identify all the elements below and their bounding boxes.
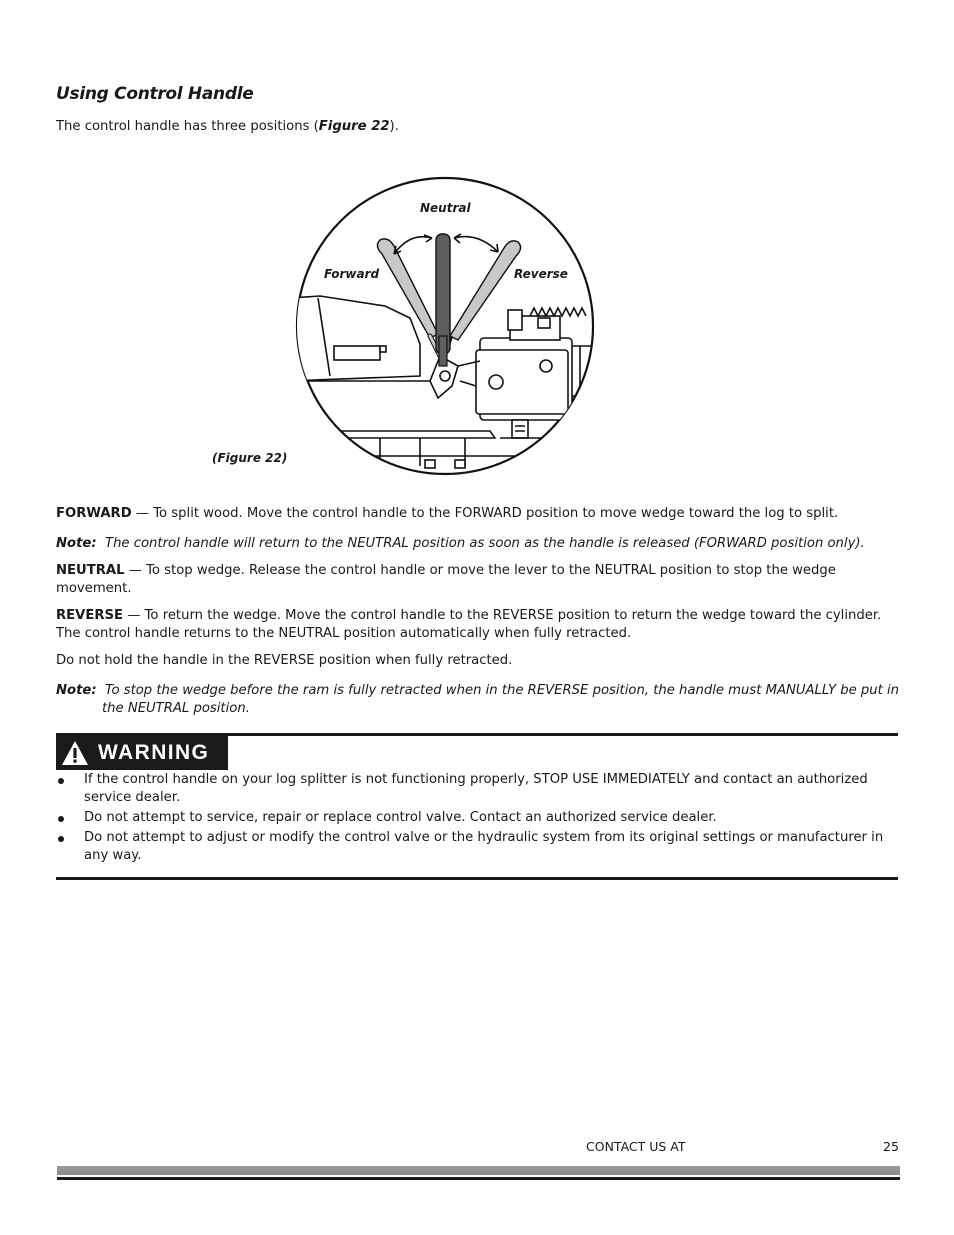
note-forward xyxy=(56,535,896,553)
neutral-paragraph xyxy=(56,562,896,598)
reverse-label: Reverse xyxy=(514,267,568,281)
warning-triangle-icon xyxy=(60,739,90,767)
note-label: Note: xyxy=(56,536,97,551)
warning-bottom-rule xyxy=(56,877,898,880)
control-handle-figure xyxy=(290,176,600,480)
reverse-term: REVERSE xyxy=(56,608,124,623)
bullet-dot xyxy=(58,778,64,784)
warning-label: WARNING xyxy=(98,741,210,764)
warning-item-text: Do not attempt to adjust or modify the control valve or the hydraulic system from its original settings or manufacturer in any way. xyxy=(84,830,884,863)
warning-item xyxy=(56,771,898,807)
note-label: Note: xyxy=(56,683,97,698)
page-number: 25 xyxy=(883,1139,899,1154)
footer-bar xyxy=(57,1166,900,1175)
control-handle-illustration xyxy=(290,176,600,480)
section-title: Using Control Handle xyxy=(56,84,254,104)
footer-contact: CONTACT US AT xyxy=(586,1139,686,1154)
reverse-paragraph xyxy=(56,607,896,643)
retract-paragraph: Do not hold the handle in the REVERSE position when fully retracted. xyxy=(56,653,513,668)
note-text: The control handle will return to the NEUTRAL position as soon as the handle is released (FORWARD position only). xyxy=(105,536,865,551)
warning-item-text: If the control handle on your log splitter is not functioning properly, STOP USE IMMEDIATELY and contact an authorized service dealer. xyxy=(84,772,868,805)
neutral-handle xyxy=(436,234,450,366)
forward-term: FORWARD xyxy=(56,506,132,521)
forward-text: — To split wood. Move the control handle to the FORWARD position to move wedge toward the log to split. xyxy=(131,506,839,521)
neutral-label: Neutral xyxy=(420,201,471,215)
warning-item xyxy=(56,829,898,865)
note-reverse xyxy=(56,682,922,718)
bullet-dot xyxy=(58,816,64,822)
warning-item-text: Do not attempt to service, repair or replace control valve. Contact an authorized service dealer. xyxy=(84,810,717,825)
forward-paragraph xyxy=(56,505,896,523)
figure-caption: (Figure 22) xyxy=(212,451,288,465)
warning-list xyxy=(56,771,898,867)
forward-label: Forward xyxy=(324,267,380,281)
warning-header xyxy=(56,736,228,770)
neutral-term: NEUTRAL xyxy=(56,563,125,578)
intro-text-end: ). xyxy=(389,119,399,134)
footer-rule xyxy=(57,1177,900,1180)
intro-text-start: The control handle has three positions ( xyxy=(56,119,319,134)
neutral-text: — To stop wedge. Release the control handle or move the lever to the NEUTRAL position to stop the wedge movement. xyxy=(56,563,836,596)
intro-paragraph xyxy=(56,118,399,136)
note-text: To stop the wedge before the ram is fully retracted when in the REVERSE position, the handle must MANUALLY be put in the NEUTRAL position. xyxy=(102,683,900,716)
figure-reference: Figure 22 xyxy=(318,119,390,134)
bullet-dot xyxy=(58,836,64,842)
warning-item xyxy=(56,809,898,827)
reverse-text: — To return the wedge. Move the control handle to the REVERSE position to return the wedge toward the cylinder. The control handle returns to the NEUTRAL position automatically when fully retracted. xyxy=(56,608,882,641)
